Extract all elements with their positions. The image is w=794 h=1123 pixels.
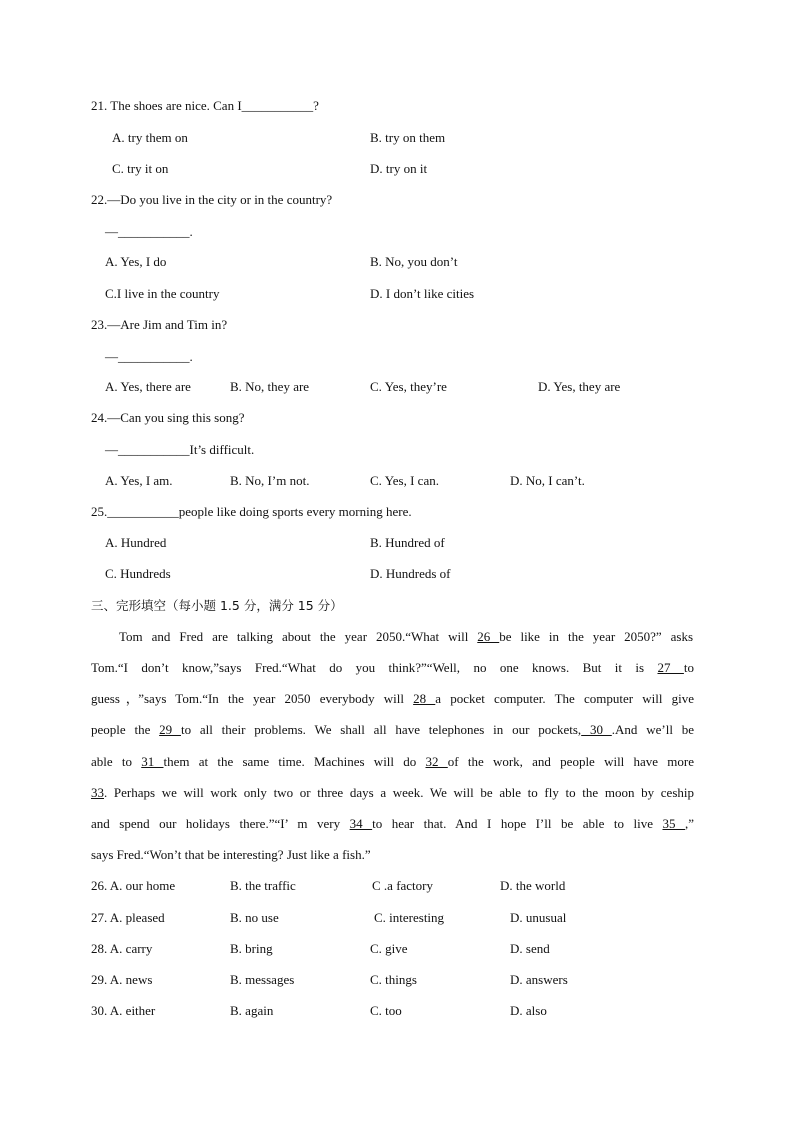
q22-option-c: C.I live in the country [105, 286, 220, 301]
section-heading: 三、完形填空（每小题 1.5 分，满分 15 分） [91, 598, 343, 613]
q23-option-c: C. Yes, they’re [370, 379, 447, 394]
q26-option-b: B. the traffic [230, 878, 296, 893]
blank-30: 30 [581, 722, 612, 737]
blank-28: 28 [413, 691, 436, 706]
q24-option-a: A. Yes, I am. [105, 473, 173, 488]
passage-line-4: people the 29 to all their problems. We shall all have telephones in our pockets, 30 .And we’ll be [91, 722, 695, 737]
passage-line-7: and spend our holidays there.”“I’ m very 34 to hear that. And I hope I’ll be able to live 35 ,” [91, 816, 695, 831]
q22-stem: 22.—Do you live in the city or in the country? [91, 192, 333, 207]
q22-option-a: A. Yes, I do [105, 254, 167, 269]
q23-option-b: B. No, they are [230, 379, 310, 394]
q24-option-d: D. No, I can’t. [510, 473, 585, 488]
q23-answer-line: —___________. [105, 349, 193, 364]
q29-option-d: D. answers [510, 972, 568, 987]
q22-option-b: B. No, you don’t [370, 254, 458, 269]
q30-option-d: D. also [510, 1003, 547, 1018]
q28-option-d: D. send [510, 941, 550, 956]
blank-29: 29 [159, 722, 181, 737]
q24-answer-line: —___________It’s difficult. [105, 442, 255, 457]
q26-option-c: C .a factory [372, 878, 434, 893]
q21-option-a: A. try them on [112, 130, 188, 145]
blank-26: 26 [477, 629, 500, 644]
q25-option-c: C. Hundreds [105, 566, 171, 581]
q26-option-d: D. the world [500, 878, 566, 893]
q28-option-c: C. give [370, 941, 408, 956]
q25-option-d: D. Hundreds of [370, 566, 451, 581]
q24-option-b: B. No, I’m not. [230, 473, 310, 488]
q29-option-b: B. messages [230, 972, 295, 987]
q22-option-d: D. I don’t like cities [370, 286, 475, 301]
passage-line-8: says Fred.“Won’t that be interesting? Just like a fish.” [91, 847, 371, 862]
q21-option-b: B. try on them [370, 130, 446, 145]
q29-option-a: 29. A. news [91, 972, 153, 987]
q30-option-c: C. too [370, 1003, 402, 1018]
blank-33: 33 [91, 785, 104, 800]
q28-option-b: B. bring [230, 941, 273, 956]
q24-option-c: C. Yes, I can. [370, 473, 439, 488]
blank-31: 31 [141, 754, 164, 769]
blank-27: 27 [657, 660, 684, 675]
passage-line-6: 33. Perhaps we will work only two or three days a week. We will be able to fly to the moon by ceship [91, 785, 694, 800]
q27-option-a: 27. A. pleased [91, 910, 165, 925]
q23-option-d: D. Yes, they are [538, 379, 621, 394]
q27-option-c: C. interesting [374, 910, 445, 925]
q28-option-a: 28. A. carry [91, 941, 153, 956]
blank-35: 35 [662, 816, 685, 831]
q24-stem: 24.—Can you sing this song? [91, 410, 245, 425]
q26-option-a: 26. A. our home [91, 878, 176, 893]
passage-line-5: able to 31 them at the same time. Machines will do 32 of the work, and people will have more [91, 754, 695, 769]
q21-option-d: D. try on it [370, 161, 428, 176]
passage-line-2: Tom.“I don’t know,”says Fred.“What do you think?”“Well, no one knows. But it is 27 to [91, 660, 695, 675]
q25-stem: 25.___________people like doing sports every morning here. [91, 504, 412, 519]
passage-line-3: guess，”says Tom.“In the year 2050 everybody will 28 a pocket computer. The computer will give [91, 691, 694, 706]
q21-stem: 21. The shoes are nice. Can I___________? [91, 98, 319, 113]
q25-option-a: A. Hundred [105, 535, 167, 550]
q29-option-c: C. things [370, 972, 417, 987]
passage-line-1: Tom and Fred are talking about the year 2050.“What will 26 be like in the year 2050?” asks [119, 629, 694, 644]
blank-32: 32 [425, 754, 448, 769]
q27-option-d: D. unusual [510, 910, 567, 925]
blank-34: 34 [349, 816, 373, 831]
q27-option-b: B. no use [230, 910, 279, 925]
q23-option-a: A. Yes, there are [105, 379, 191, 394]
q22-answer-line: —___________. [105, 224, 193, 239]
q21-option-c: C. try it on [112, 161, 169, 176]
q23-stem: 23.—Are Jim and Tim in? [91, 317, 228, 332]
q30-option-b: B. again [230, 1003, 274, 1018]
q25-option-b: B. Hundred of [370, 535, 445, 550]
q30-option-a: 30. A. either [91, 1003, 156, 1018]
